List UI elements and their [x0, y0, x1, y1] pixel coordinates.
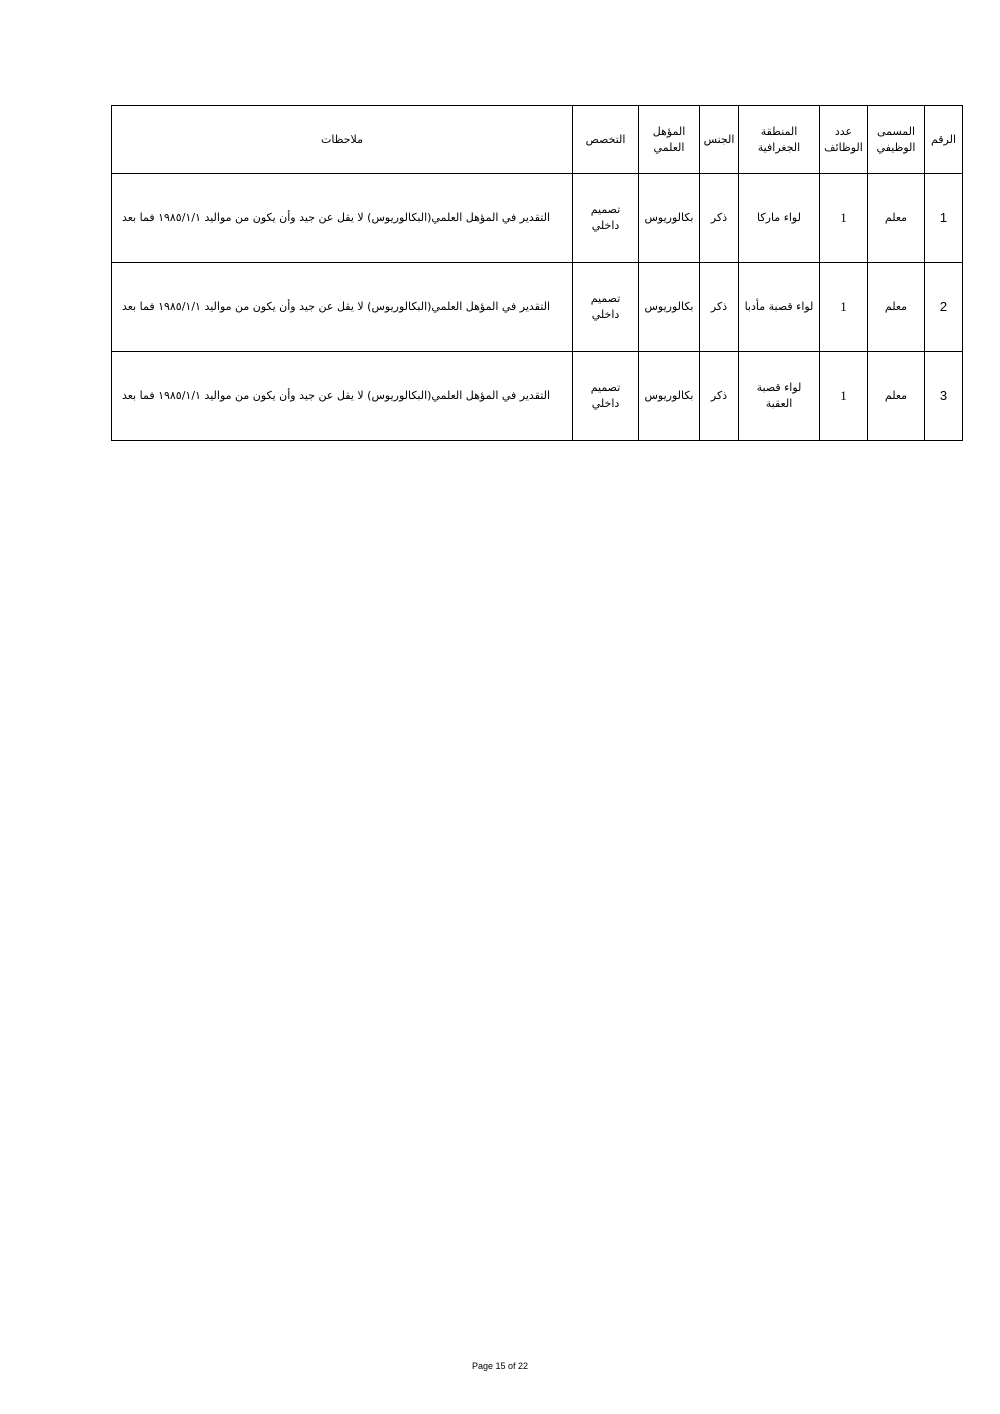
page-footer: Page 15 of 22	[471, 1361, 529, 1371]
jobs-table	[111, 105, 963, 441]
cell-specialization: تصميم داخلي	[573, 174, 639, 263]
cell-qualification: بكالوريوس	[639, 263, 700, 352]
cell-job-count: 1	[820, 174, 868, 263]
cell-specialization: تصميم داخلي	[573, 263, 639, 352]
table-row	[112, 174, 963, 263]
header-region: المنطقة الجغرافية	[739, 106, 820, 174]
cell-gender: ذكر	[700, 263, 739, 352]
cell-specialization: تصميم داخلي	[573, 352, 639, 441]
cell-job-count: 1	[820, 352, 868, 441]
cell-job-title: معلم	[868, 174, 925, 263]
header-specialization: التخصص	[573, 106, 639, 174]
cell-job-count: 1	[820, 263, 868, 352]
cell-notes: التقدير في المؤهل العلمي(البكالوريوس) لا يقل عن جيد وأن يكون من مواليد ١٩٨٥/١/١ فما بعد	[112, 174, 573, 263]
cell-region: لواء قصبة العقبة	[739, 352, 820, 441]
cell-number: 2	[925, 263, 963, 352]
header-job-count: عدد الوظائف	[820, 106, 868, 174]
cell-gender: ذكر	[700, 174, 739, 263]
table-header-row	[112, 106, 963, 174]
cell-gender: ذكر	[700, 352, 739, 441]
cell-qualification: بكالوريوس	[639, 352, 700, 441]
cell-job-title: معلم	[868, 352, 925, 441]
header-qualification: المؤهل العلمي	[639, 106, 700, 174]
table-row	[112, 352, 963, 441]
cell-notes: التقدير في المؤهل العلمي(البكالوريوس) لا يقل عن جيد وأن يكون من مواليد ١٩٨٥/١/١ فما بعد	[112, 263, 573, 352]
header-number: الرقم	[925, 106, 963, 174]
table-row	[112, 263, 963, 352]
cell-region: لواء قصبة مأدبا	[739, 263, 820, 352]
cell-number: 1	[925, 174, 963, 263]
cell-notes: التقدير في المؤهل العلمي(البكالوريوس) لا يقل عن جيد وأن يكون من مواليد ١٩٨٥/١/١ فما بعد	[112, 352, 573, 441]
cell-number: 3	[925, 352, 963, 441]
header-gender: الجنس	[700, 106, 739, 174]
cell-qualification: بكالوريوس	[639, 174, 700, 263]
cell-job-title: معلم	[868, 263, 925, 352]
header-job-title: المسمى الوظيفي	[868, 106, 925, 174]
cell-region: لواء ماركا	[739, 174, 820, 263]
header-notes: ملاحظات	[112, 106, 573, 174]
